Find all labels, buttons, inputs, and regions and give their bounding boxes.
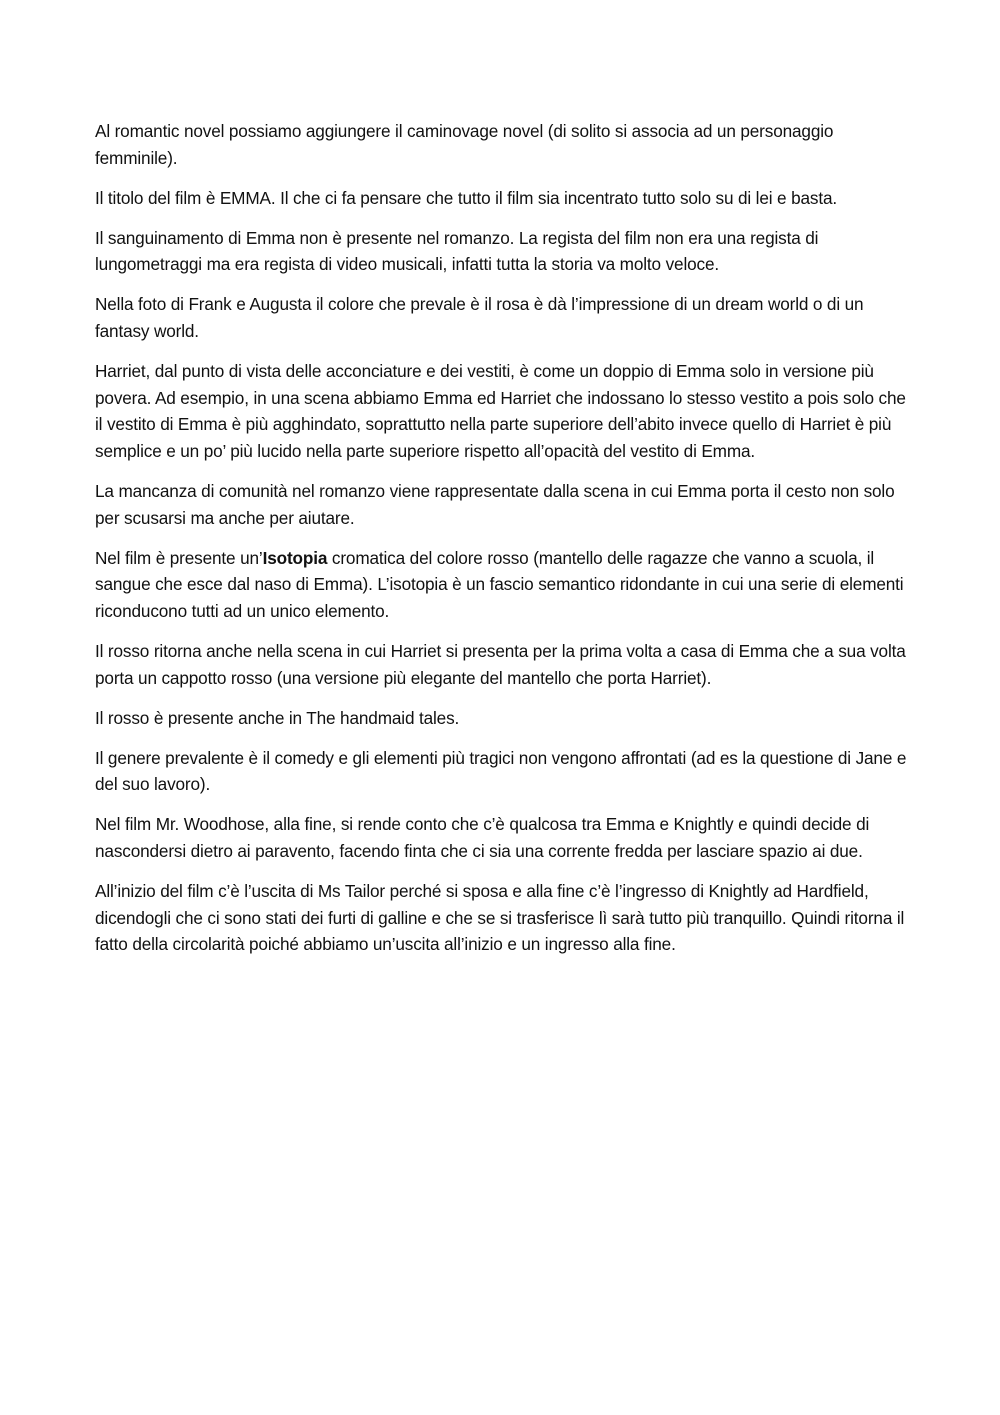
- paragraph: Al romantic novel possiamo aggiungere il caminovage novel (di solito si associa ad un personaggio femminile).: [95, 121, 834, 168]
- paragraph: Il titolo del film è EMMA. Il che ci fa pensare che tutto il film sia incentrato tutto solo su di lei e basta.: [95, 187, 838, 208]
- isotopia-paragraph: [95, 545, 910, 625]
- paragraph: La mancanza di comunità nel romanzo viene rappresentate dalla scena in cui Emma porta il cesto non solo per scusarsi ma anche per aiutare.: [95, 481, 895, 528]
- bold-term-isotopia: Isotopia: [262, 547, 328, 568]
- paragraph: Il sanguinamento di Emma non è presente nel romanzo. La regista del film non era una regista di lungometraggi ma era regista di video musicali, infatti tutta la storia va molto veloce.: [95, 227, 819, 275]
- paragraph: Harriet, dal punto di vista delle acconciature e dei vestiti, è come un doppio di Emma solo in versione più povera. Ad esempio, in una scena abbiamo Emma ed Harriet che indossano lo stesso vestito a pois solo che il vestito di Emma è più agghindato, soprattutto nella parte superiore dell’abito invece quello di Harriet è più semplice e un po’ più lucido nella parte superiore rispetto all’opacità del vestito di Emma.: [95, 361, 906, 461]
- paragraph-text-before: Nel film è presente un’: [95, 547, 263, 568]
- paragraph: Nel film Mr. Woodhose, alla fine, si rende conto che c’è qualcosa tra Emma e Knightly e quindi decide di nascondersi dietro ai paravento, facendo finta che ci sia una corrente fredda per lasciare spazio ai due.: [95, 814, 870, 862]
- paragraph: Il rosso ritorna anche nella scena in cui Harriet si presenta per la prima volta a casa di Emma che a sua volta porta un cappotto rosso (una versione più elegante del mantello che porta Harriet).: [95, 641, 906, 688]
- paragraph: Il rosso è presente anche in The handmaid tales.: [95, 707, 460, 728]
- paragraph: Nella foto di Frank e Augusta il colore che prevale è il rosa è dà l’impressione di un dream world o di un fantasy world.: [95, 294, 864, 342]
- paragraph-text-after: cromatica del colore rosso (mantello delle ragazze che vanno a scuola, il sangue che esce dal naso di Emma). L’isotopia è un fascio semantico ridondante in cui una serie di elementi riconducono tutti ad un unico elemento.: [95, 547, 904, 621]
- paragraph: All’inizio del film c’è l’uscita di Ms Tailor perché si sposa e alla fine c’è l’ingresso di Knightly ad Hardfield, dicendogli che ci sono stati dei furti di galline e che se si trasferisce lì sarà tutto più tranquillo. Quindi ritorna il fatto della circolarità poiché abbiamo un’uscita all’inizio e un ingresso alla fine.: [95, 881, 905, 955]
- document-body: [95, 118, 910, 971]
- paragraph: Il genere prevalente è il comedy e gli elementi più tragici non vengono affrontati (ad es la questione di Jane e del suo lavoro).: [95, 747, 907, 795]
